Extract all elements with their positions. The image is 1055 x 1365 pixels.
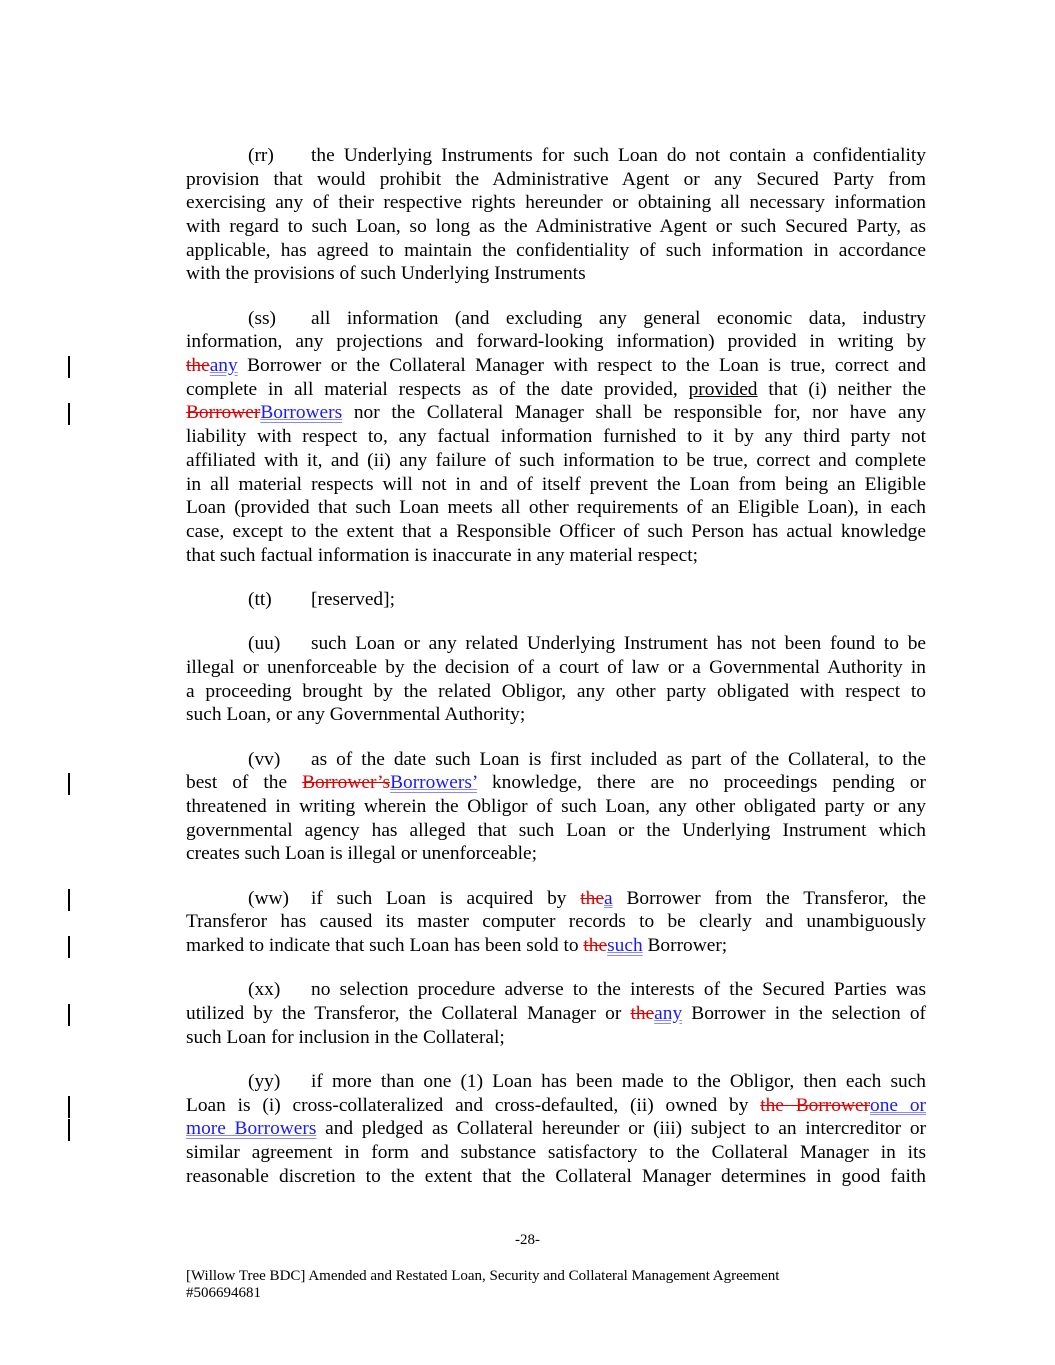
text-segment: Borrower or the Collateral Manager with respect to the Loan is true, correct and: [237, 355, 926, 377]
text-line: [186, 978, 926, 1002]
text-line: [186, 1026, 926, 1050]
clause-label: (uu): [248, 633, 281, 655]
deleted-text: the: [186, 355, 210, 377]
text-segment: best of the: [186, 772, 303, 794]
inserted-text: one or: [870, 1094, 926, 1116]
text-segment: Borrower in the selection of: [682, 1002, 926, 1024]
text-segment: all information (and excluding any general economic data, industry: [311, 307, 926, 329]
inserted-text: any: [209, 355, 238, 377]
deleted-text: Borrower’s: [302, 772, 391, 794]
change-bar: [68, 403, 70, 425]
text-line: [186, 191, 926, 215]
text-segment: knowledge, there are no proceedings pending or: [476, 772, 926, 794]
text-segment: in all material respects will not in and of itself prevent the Loan from being an Eligible: [186, 473, 926, 495]
text-line: [186, 239, 926, 263]
text-segment: Borrower;: [642, 934, 728, 956]
text-line: [186, 449, 926, 473]
text-segment: with the provisions of such Underlying Instruments: [186, 263, 586, 285]
text-line: [186, 910, 926, 934]
text-line: [186, 520, 926, 544]
text-segment: if more than one (1) Loan has been made to the Obligor, then each such: [311, 1070, 926, 1092]
inserted-text: Borrowers’: [390, 772, 477, 794]
text-segment: Transferor has caused its master computer records to be clearly and unambiguously: [186, 911, 926, 933]
text-segment: illegal or unenforceable by the decision of a court of law or a Governmental Authority in: [186, 656, 926, 678]
clause-paragraph: [186, 978, 926, 1049]
text-line: [186, 330, 926, 354]
clause-label: (vv): [248, 748, 281, 770]
footer: [186, 1268, 779, 1302]
document-body: [186, 144, 926, 1209]
clause-paragraph: [186, 144, 926, 286]
text-segment: as of the date such Loan is first included as part of the Collateral, to the: [311, 748, 926, 770]
text-line: [186, 748, 926, 772]
change-bar: [68, 773, 70, 795]
inserted-text: such: [607, 934, 643, 956]
deleted-text: Borrower: [186, 402, 261, 424]
change-bar: [68, 1119, 70, 1141]
text-line: [186, 656, 926, 680]
text-segment: similar agreement in form and substance satisfactory to the Collateral Manager in its: [186, 1141, 926, 1163]
text-line: [186, 354, 926, 378]
text-line: [186, 795, 926, 819]
inserted-text: Borrowers: [260, 402, 343, 424]
text-segment: marked to indicate that such Loan has been sold to: [186, 934, 584, 956]
text-line: [186, 1070, 926, 1094]
clause-label: (rr): [248, 145, 274, 166]
text-line: [186, 168, 926, 192]
text-line: [186, 262, 926, 286]
inserted-text: any: [654, 1002, 683, 1024]
clause-paragraph: [186, 588, 926, 612]
text-segment: threatened in writing wherein the Obligor of such Loan, any other obligated party or any: [186, 795, 926, 817]
text-segment: liability with respect to, any factual information furnished to it by any third party not: [186, 426, 926, 448]
text-line: [186, 1141, 926, 1165]
text-line: [186, 1002, 926, 1026]
page-number: -28-: [515, 1232, 540, 1248]
deleted-text: the Borrower: [760, 1094, 871, 1116]
text-segment: no selection procedure adverse to the interests of the Secured Parties was: [311, 979, 926, 1001]
clause-paragraph: [186, 1070, 926, 1188]
text-segment: Loan is (i) cross-collateralized and cross-defaulted, (ii) owned by: [186, 1094, 761, 1116]
text-line: [186, 496, 926, 520]
text-segment: and pledged as Collateral hereunder or (iii) subject to an intercreditor or: [316, 1118, 926, 1140]
text-segment: information, any projections and forward-looking information) provided in writing by: [186, 331, 926, 353]
text-segment: Loan (provided that such Loan meets all other requirements of an Eligible Loan), in each: [186, 497, 926, 519]
text-line: [186, 144, 926, 168]
footer-title: [Willow Tree BDC] Amended and Restated Loan, Security and Collateral Management Agreement: [186, 1268, 780, 1284]
text-segment: reasonable discretion to the extent that the Collateral Manager determines in good faith: [186, 1165, 926, 1187]
clause-paragraph: [186, 632, 926, 727]
clause-label: (xx): [248, 979, 281, 1001]
text-segment: that such factual information is inaccurate in any material respect;: [186, 544, 699, 566]
change-bar: [68, 889, 70, 911]
change-bar: [68, 356, 70, 378]
clause-label: (ww): [248, 887, 289, 909]
text-segment: provision that would prohibit the Administrative Agent or any Secured Party from: [186, 168, 926, 190]
footer-doc-id: #506694681: [186, 1285, 261, 1301]
deleted-text: the: [580, 887, 604, 909]
change-bar: [68, 1096, 70, 1118]
clause-label: (ss): [248, 307, 277, 329]
text-line: [186, 842, 926, 866]
text-segment: creates such Loan is illegal or unenforceable;: [186, 843, 538, 865]
text-line: [186, 1094, 926, 1118]
text-line: [186, 425, 926, 449]
text-line: [186, 819, 926, 843]
text-segment: applicable, has agreed to maintain the confidentiality of such information in accordance: [186, 239, 926, 261]
text-line: [186, 401, 926, 425]
text-line: [186, 544, 926, 568]
text-segment: such Loan, or any Governmental Authority;: [186, 704, 526, 726]
text-segment: [reserved];: [311, 588, 395, 610]
text-line: [186, 703, 926, 727]
text-segment: if such Loan is acquired by: [311, 887, 581, 909]
inserted-text: more Borrowers: [186, 1118, 317, 1140]
change-bar: [68, 1004, 70, 1026]
clause-paragraph: [186, 887, 926, 958]
text-segment: a proceeding brought by the related Obligor, any other party obligated with respect to: [186, 680, 926, 702]
text-segment: utilized by the Transferor, the Collateral Manager or: [186, 1002, 631, 1024]
text-segment: such Loan for inclusion in the Collateral;: [186, 1026, 505, 1048]
text-segment: exercising any of their respective rights hereunder or obtaining all necessary information: [186, 192, 926, 214]
text-line: [186, 771, 926, 795]
text-line: [186, 307, 926, 331]
text-line: [186, 1117, 926, 1141]
inserted-text: a: [604, 887, 613, 909]
text-segment: nor the Collateral Manager shall be responsible for, nor have any: [342, 402, 926, 424]
text-line: [186, 473, 926, 497]
text-segment: case, except to the extent that a Responsible Officer of such Person has actual knowledge: [186, 520, 926, 542]
text-line: [186, 632, 926, 656]
clause-label: (tt): [248, 588, 272, 610]
text-line: [186, 887, 926, 911]
clause-paragraph: [186, 307, 926, 568]
deleted-text: the: [630, 1002, 655, 1024]
deleted-text: the: [583, 934, 608, 956]
text-line: [186, 588, 926, 612]
text-line: [186, 1165, 926, 1189]
text-segment: with regard to such Loan, so long as the Administrative Agent or such Secured Party, as: [186, 216, 926, 238]
clause-paragraph: [186, 748, 926, 866]
text-segment: the Underlying Instruments for such Loan do not contain a confidentiality: [311, 145, 926, 166]
text-line: [186, 934, 926, 958]
text-segment: complete in all material respects as of the date provided,: [186, 378, 689, 400]
text-segment: that (i) neither the: [757, 378, 926, 400]
text-line: [186, 215, 926, 239]
text-segment: provided: [688, 378, 758, 400]
text-segment: such Loan or any related Underlying Instrument has not been found to be: [311, 633, 926, 655]
clause-label: (yy): [248, 1070, 281, 1092]
text-segment: affiliated with it, and (ii) any failure of such information to be true, correct and complete: [186, 449, 926, 471]
text-line: [186, 680, 926, 704]
text-line: [186, 378, 926, 402]
change-bar: [68, 936, 70, 958]
text-segment: governmental agency has alleged that such Loan or the Underlying Instrument which: [186, 819, 926, 841]
text-segment: Borrower from the Transferor, the: [612, 887, 927, 909]
